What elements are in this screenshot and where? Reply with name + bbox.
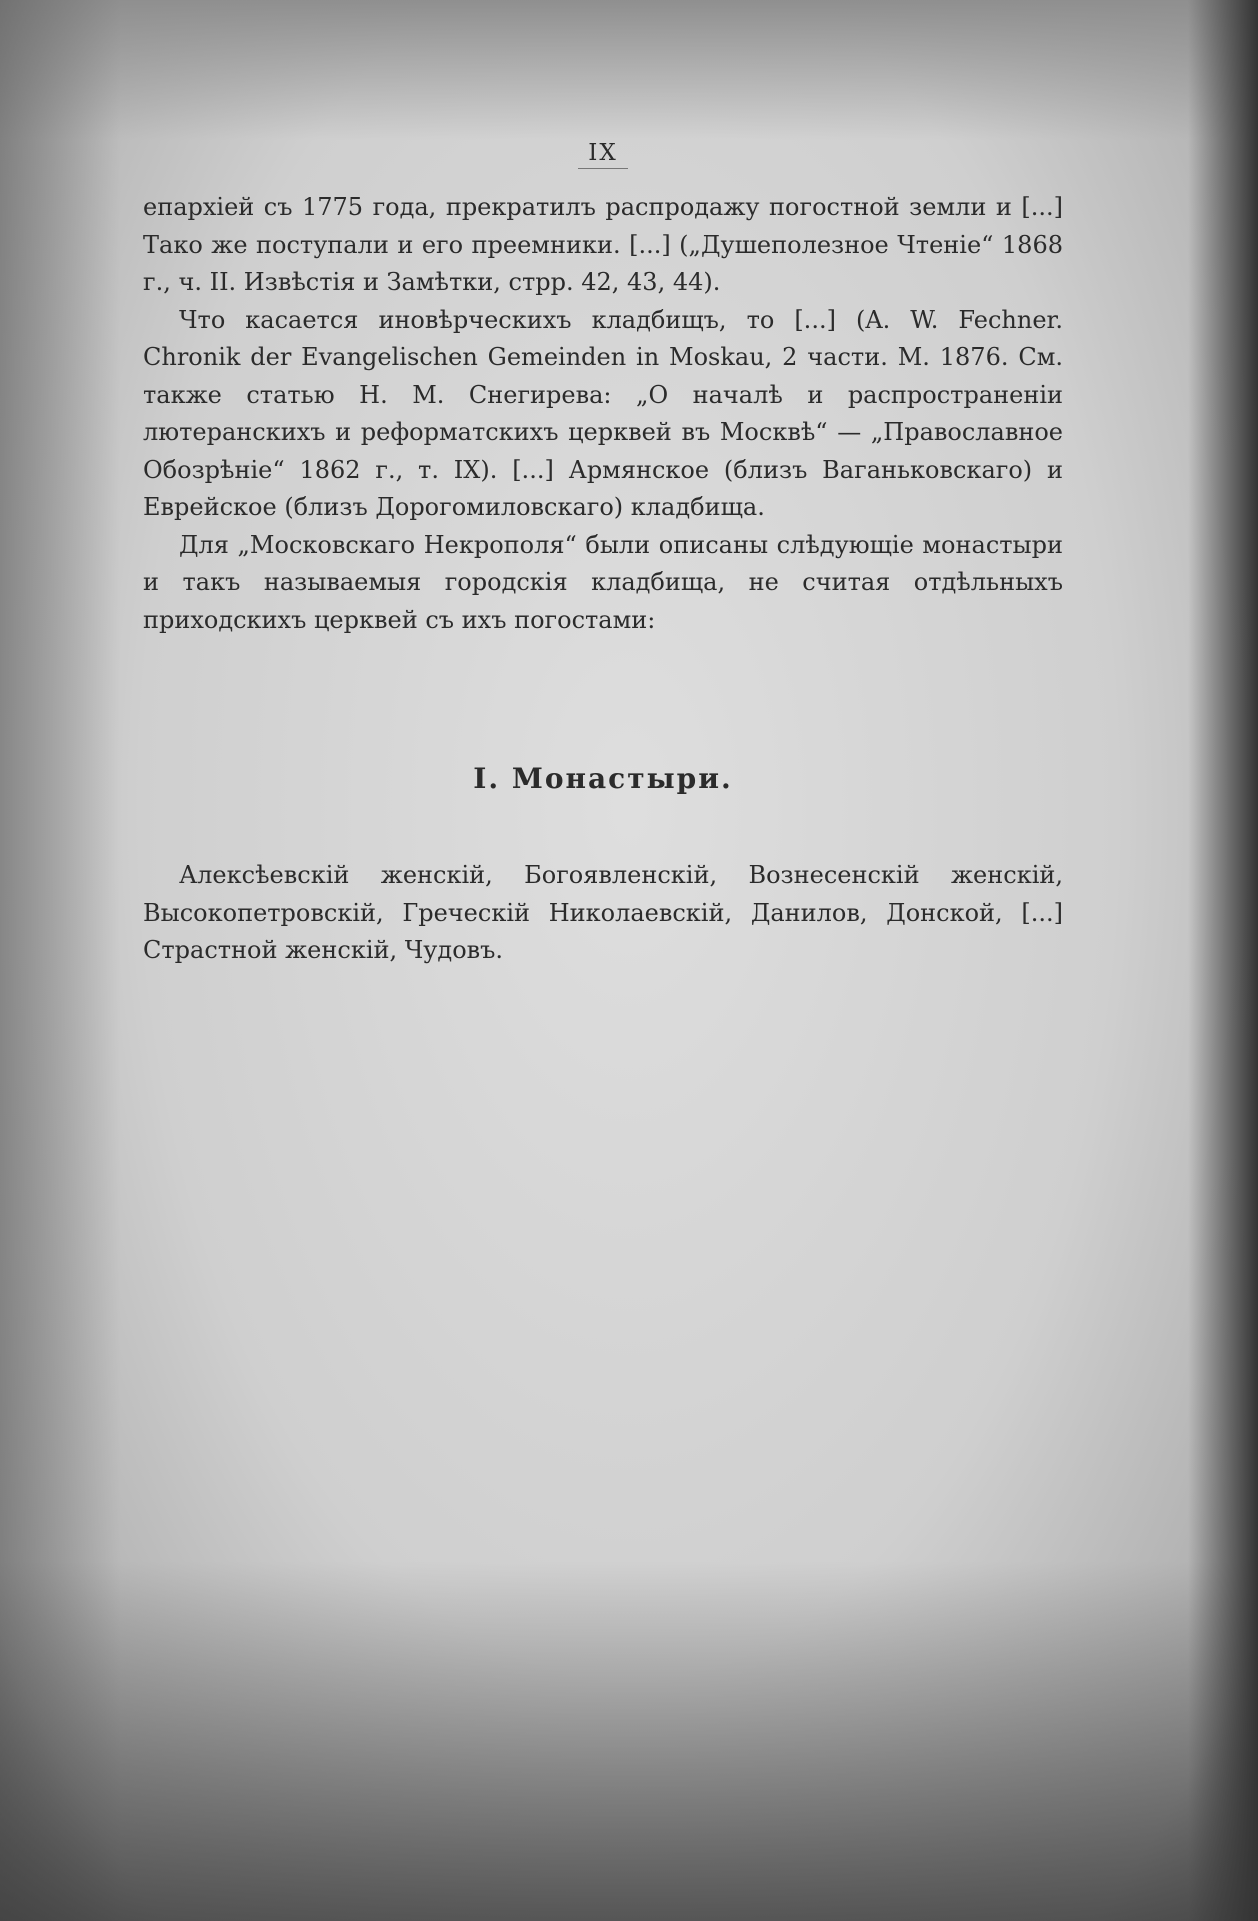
page-body [143, 138, 1063, 970]
scan-shadow-bottom [0, 1561, 1258, 1921]
page-number-label: IX [578, 138, 627, 169]
page-number [143, 138, 1063, 169]
scan-shadow-top [0, 0, 1258, 140]
monastery-list: Алексѣевскій женскій, Богоявленскій, Вознесенскій женскій, Высокопетровскій, Греческій Николаевскій, Данилов, Донской, [...] Страстной женскій, Чудовъ. [143, 861, 1063, 964]
section-heading: I. Монастыри. [473, 762, 733, 795]
scan-shadow-right [1188, 0, 1258, 1921]
paragraph-intro-list: Для „Московскаго Некрополя“ были описаны слѣдующіе монастыри и такъ называемыя городскія кладбища, не считая отдѣльныхъ приходскихъ церквей съ ихъ погостами: [143, 530, 1063, 634]
paragraph-foreign-cemeteries: Что касается иновѣрческихъ кладбищъ, то [...] (A. W. Fechner. Chronik der Evangelischen Gemeinden in Moskau, 2 части. М. 1876. См. также статью Н. М. Снегирева: „О началѣ и распространеніи лютеранскихъ и реформатскихъ церквей въ Москвѣ“ — „Православное Обозрѣніе“ 1862 г., т. IX). [...] Армянское (близъ Ваганьковскаго) и Еврейское (близъ Дорогомиловскаго) кладбища. [143, 305, 1063, 521]
paragraph-eparchy: епархіей съ 1775 года, прекратилъ распродажу погостной земли и [...] Тако же поступали и его преемники. [...] („Душеполезное Чтеніе“ 1868 г., ч. II. Извѣстія и Замѣтки, стрр. 42, 43, 44). [143, 193, 1063, 296]
